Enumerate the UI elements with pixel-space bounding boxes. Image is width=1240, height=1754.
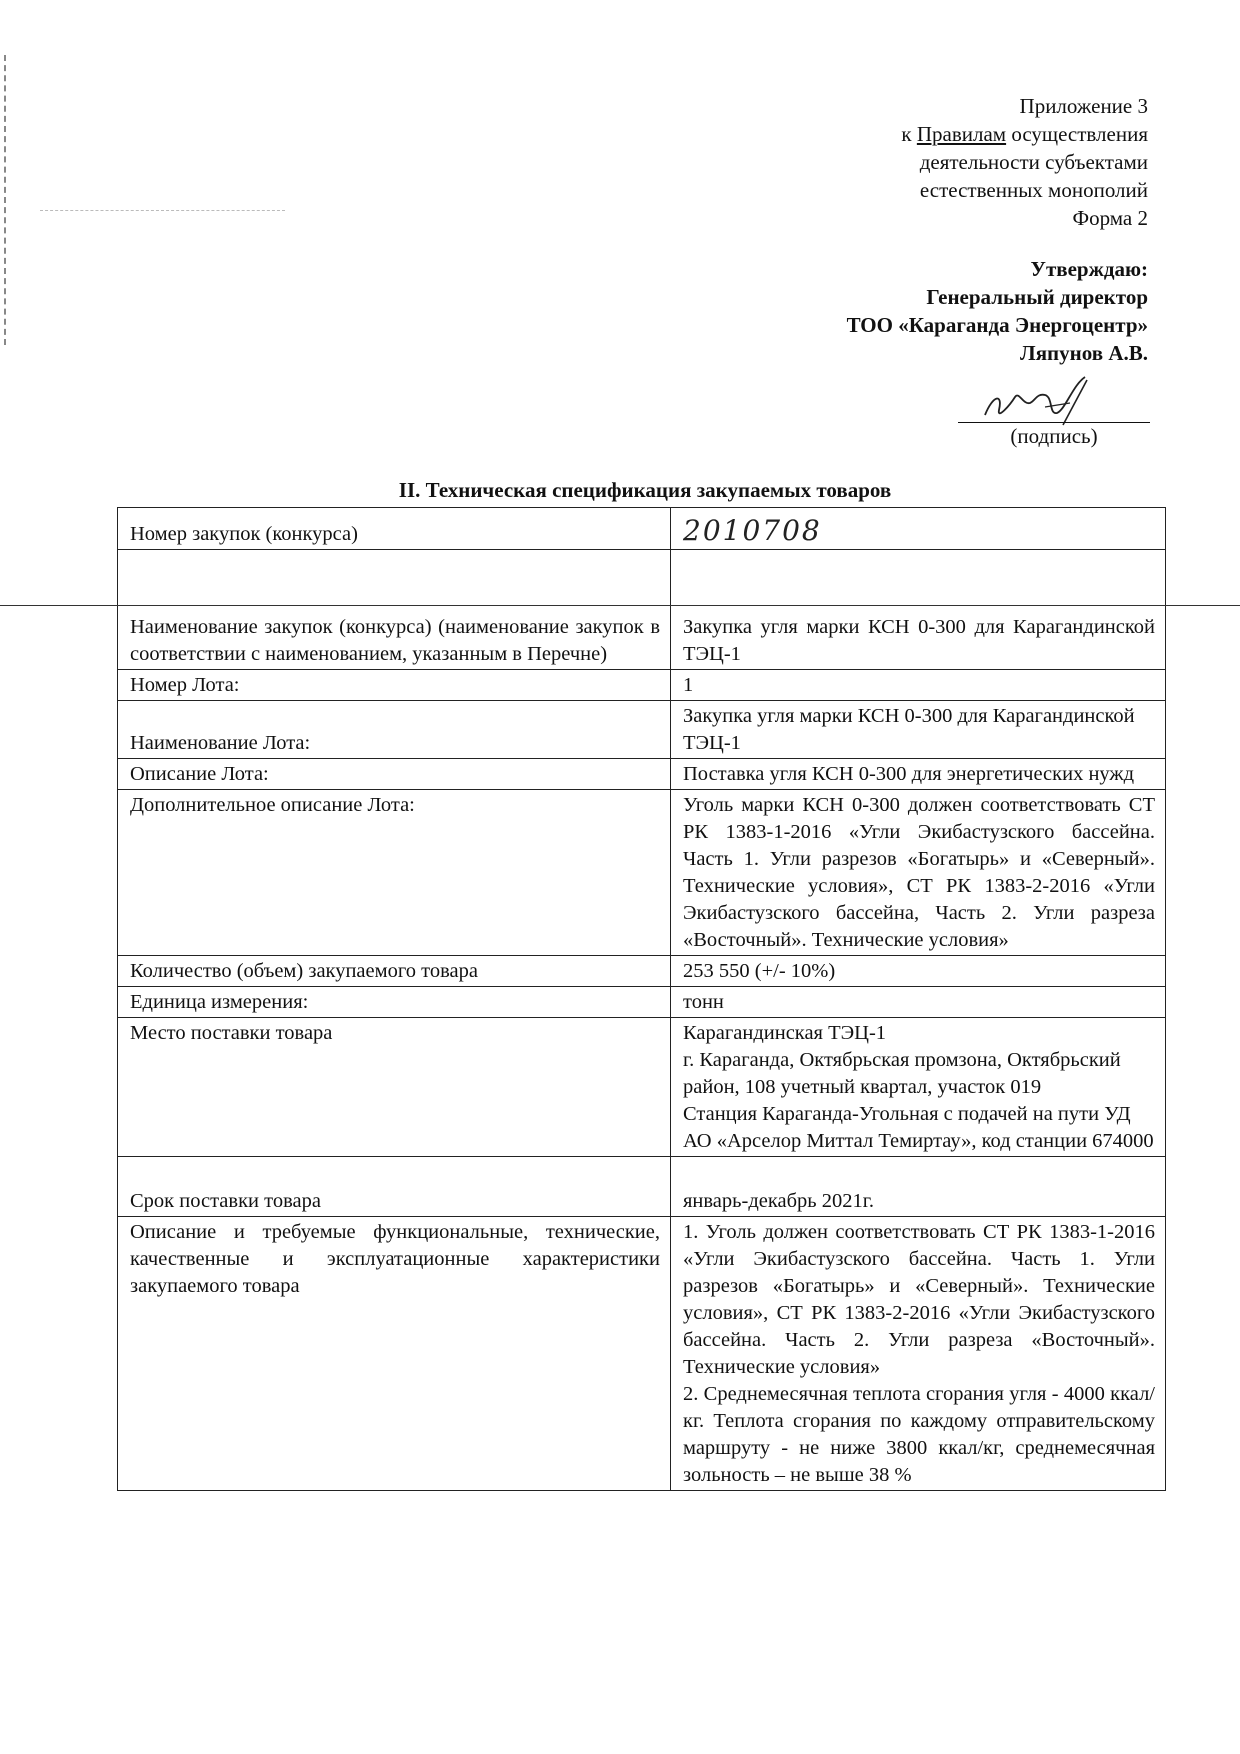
table-row	[118, 508, 1166, 550]
row-label: Номер Лота:	[118, 670, 671, 701]
approval-line: Генеральный директор	[926, 285, 1148, 309]
purchase-number: 2010708	[683, 514, 822, 547]
appendix-line: Приложение 3	[1019, 94, 1148, 118]
appendix-line: деятельности субъектами	[919, 150, 1148, 174]
appendix-text: осуществления	[1006, 122, 1148, 146]
row-value: Закупка угля марки КСН 0-300 для Карагандинской ТЭЦ-1	[671, 701, 1166, 759]
row-value: 1	[671, 670, 1166, 701]
row-label: Единица измерения:	[118, 987, 671, 1018]
row-label: Номер закупок (конкурса)	[118, 508, 671, 550]
table-row	[118, 1018, 1166, 1157]
appendix-line	[728, 120, 1148, 148]
signature-line	[958, 422, 1150, 423]
row-label: Описание и требуемые функциональные, технические, качественные и эксплуатационные характеристики закупаемого товара	[118, 1217, 671, 1491]
row-label: Срок поставки товара	[118, 1157, 671, 1217]
rules-link: Правилам	[916, 122, 1007, 146]
table-row	[118, 790, 1166, 956]
section-title: II. Техническая спецификация закупаемых товаров	[398, 478, 892, 502]
appendix-text: к	[901, 122, 917, 146]
row-label: Количество (объем) закупаемого товара	[118, 956, 671, 987]
scan-margin-artifact	[4, 55, 12, 345]
scan-cut-line	[0, 605, 1240, 606]
table-row	[118, 987, 1166, 1018]
table-row	[118, 550, 1166, 670]
row-value: Уголь марки КСН 0-300 должен соответствовать СТ РК 1383-1-2016 «Угли Экибастузского бассейна. Часть 1. Угли разрезов «Богатырь» и «Северный». Технические условия», СТ РК 1383-2-2016 «Угли Экибастузского бассейна, Часть 2. Угли разреза «Восточный». Технические условия»	[671, 790, 1166, 956]
scan-line-artifact	[40, 210, 285, 211]
row-value: 1. Уголь должен соответствовать СТ РК 1383-1-2016 «Угли Экибастузского бассейна. Часть 1. Угли разрезов «Богатырь» и «Северный». Технические условия», СТ РК 1383-2-2016 «Угли Экибастузского бассейна. Часть 2. Угли разреза «Восточный». Технические условия» 2. Среднемесячная теплота сгорания угля - 4000 ккал/кг. Теплота сгорания по каждому отправительскому маршруту - не ниже 3800 ккал/кг, среднемесячная зольность – не выше 38 %	[671, 1217, 1166, 1491]
table-row	[118, 759, 1166, 790]
row-value: Карагандинская ТЭЦ-1 г. Караганда, Октябрьская промзона, Октябрьский район, 108 учетный квартал, участок 019 Станция Караганда-Угольная с подачей на пути УД АО «Арселор Миттал Темиртау», код станции 674000	[671, 1018, 1166, 1157]
approval-line: ТОО «Караганда Энергоцентр»	[846, 313, 1148, 337]
row-label: Описание Лота:	[118, 759, 671, 790]
specification-table	[117, 507, 1166, 1491]
approval-line: Утверждаю:	[1030, 257, 1148, 281]
approver-name: Ляпунов А.В.	[1020, 341, 1148, 365]
row-value: Закупка угля марки КСН 0-300 для Карагандинской ТЭЦ-1	[671, 550, 1166, 670]
signature-label: (подпись)	[1010, 424, 1098, 448]
row-value: Поставка угля КСН 0-300 для энергетических нужд	[671, 759, 1166, 790]
row-label: Место поставки товара	[118, 1018, 671, 1157]
table-row	[118, 670, 1166, 701]
table-row	[118, 956, 1166, 987]
row-label: Наименование Лота:	[118, 701, 671, 759]
form-number: Форма 2	[1072, 206, 1148, 230]
appendix-line: естественных монополий	[919, 178, 1148, 202]
table-row	[118, 1217, 1166, 1491]
table-row	[118, 701, 1166, 759]
row-value: тонн	[671, 987, 1166, 1018]
row-value: январь-декабрь 2021г.	[671, 1157, 1166, 1217]
row-label: Наименование закупок (конкурса) (наименование закупок в соответствии с наименованием, указанным в Перечне)	[118, 550, 671, 670]
appendix-header	[728, 92, 1148, 232]
row-label: Дополнительное описание Лота:	[118, 790, 671, 956]
row-value: 253 550 (+/- 10%)	[671, 956, 1166, 987]
table-row	[118, 1157, 1166, 1217]
row-value	[671, 508, 1166, 550]
approval-block	[628, 255, 1148, 367]
